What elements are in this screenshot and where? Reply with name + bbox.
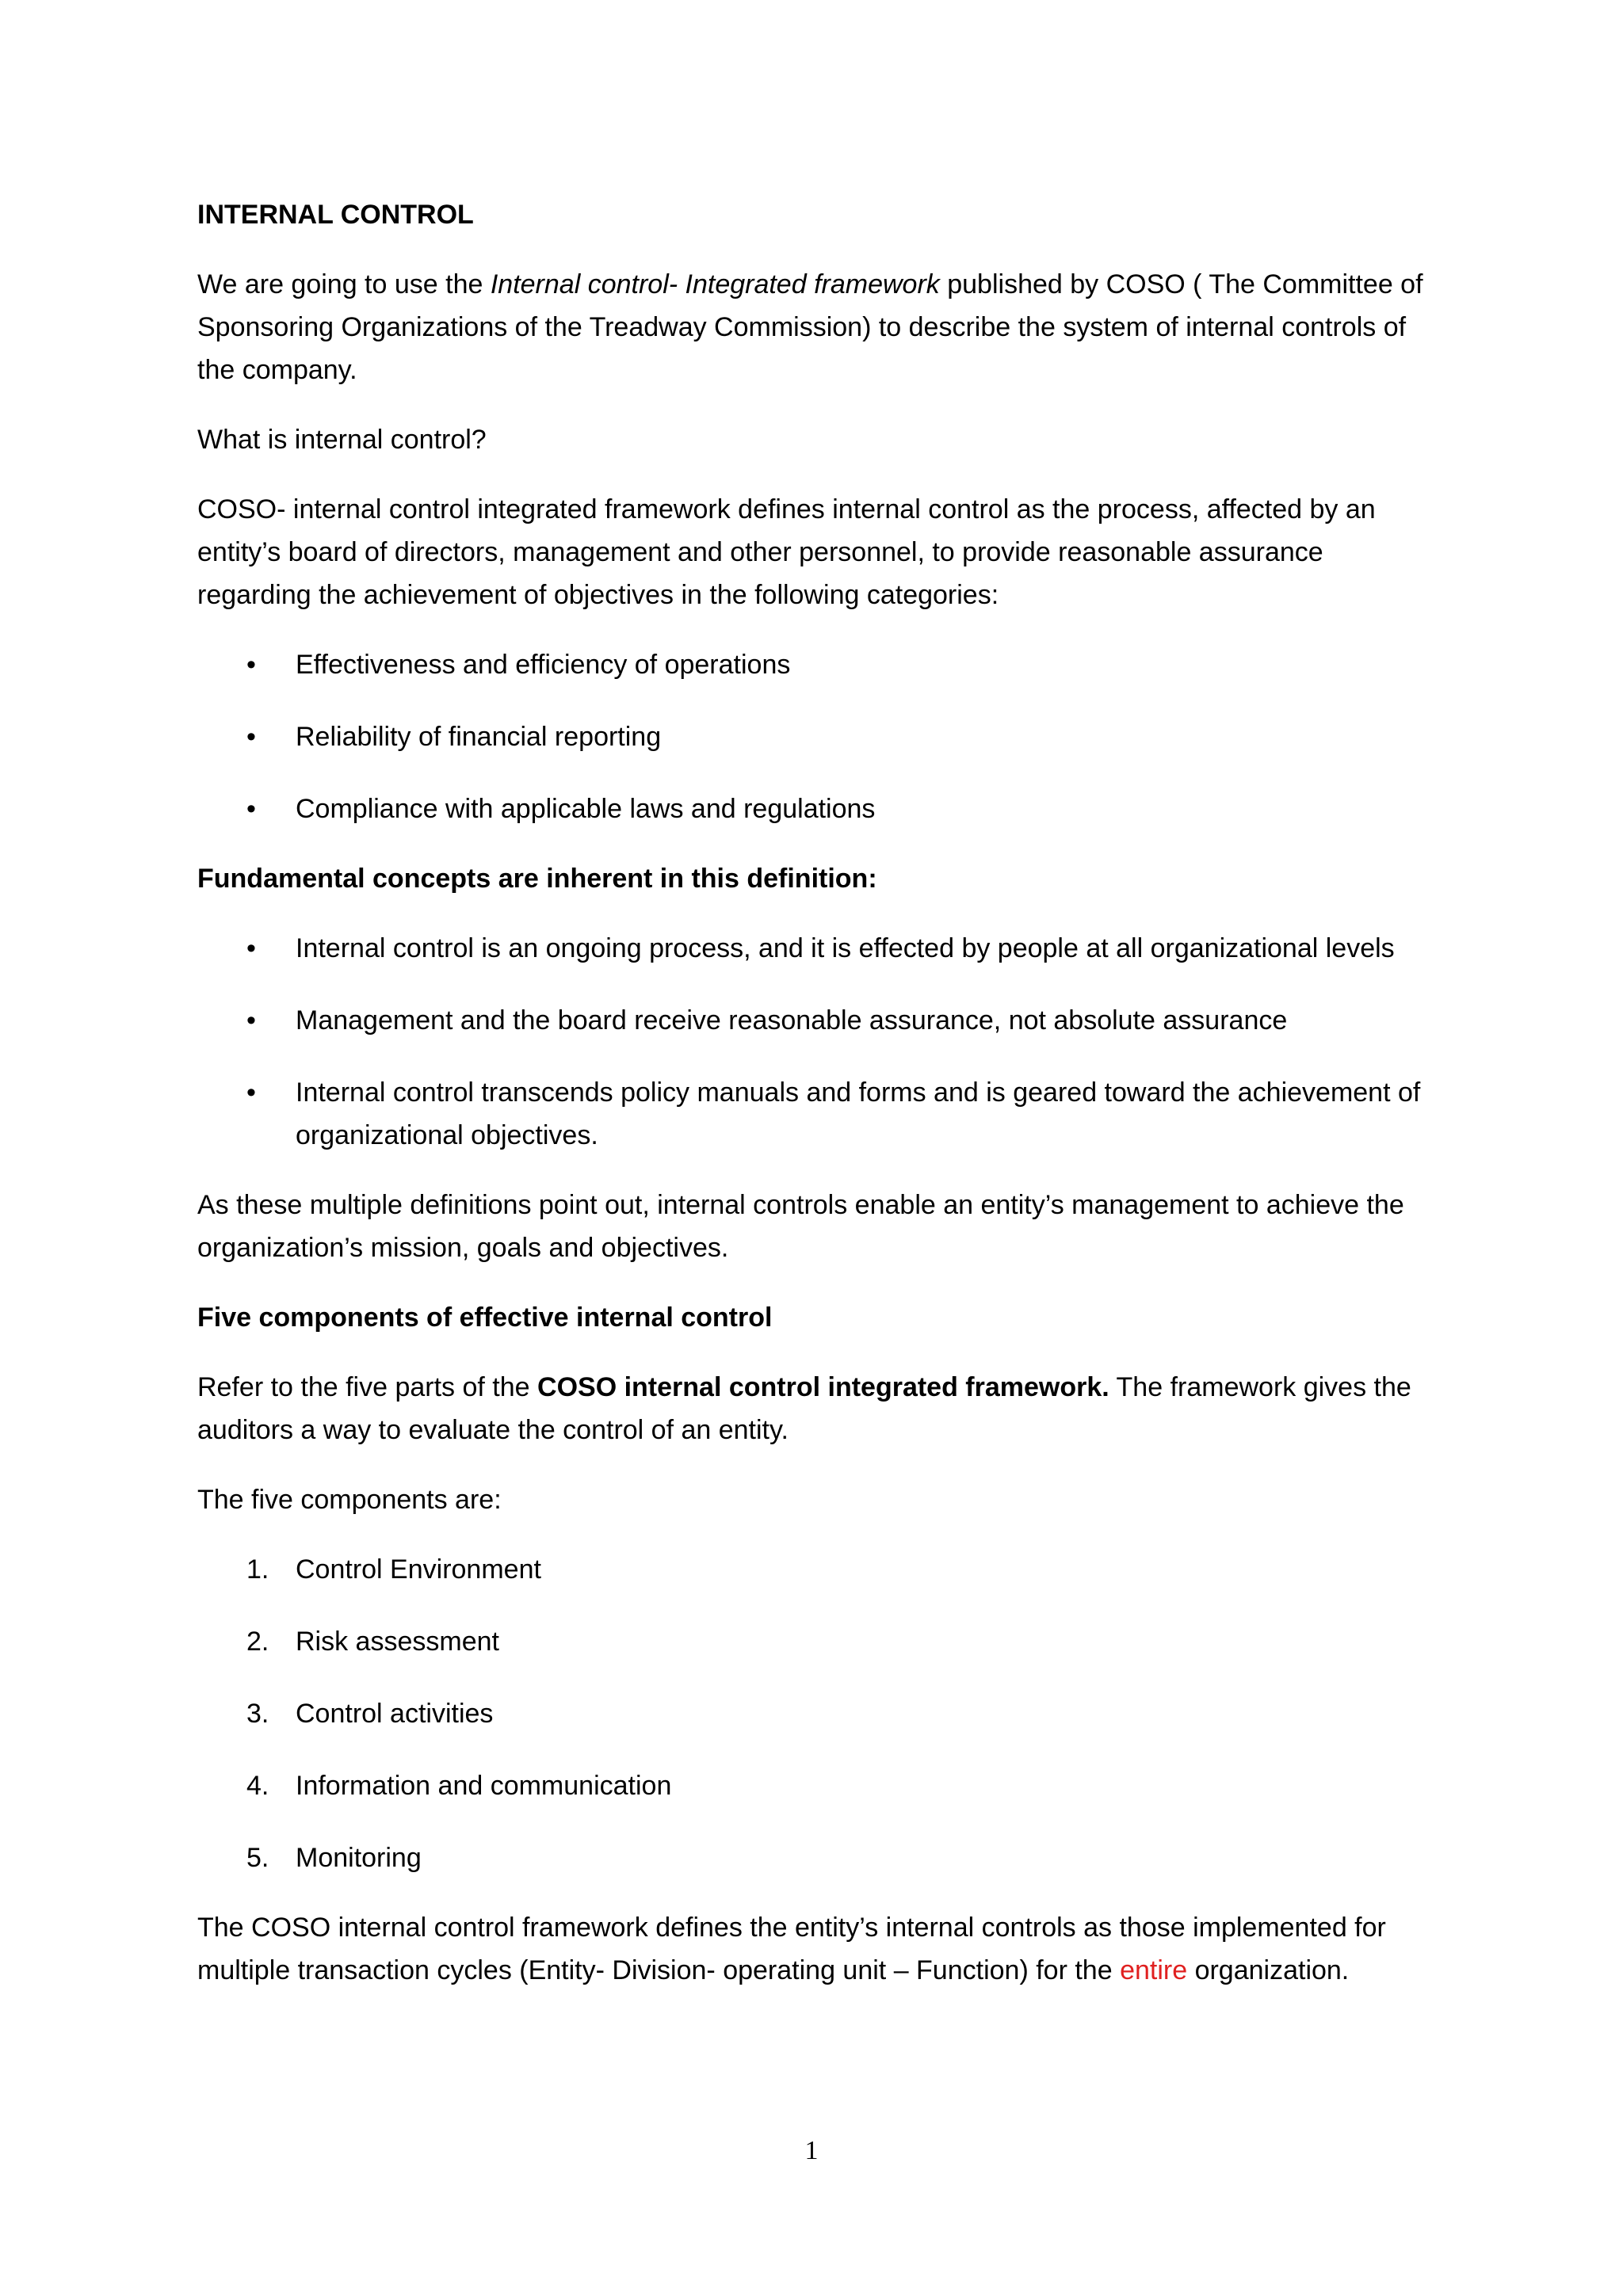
- refer-text-post: The framework gives the auditors a way to evaluate the control of an entity.: [197, 1372, 1411, 1445]
- list-item: [197, 715, 1434, 758]
- list-item: [197, 788, 1434, 830]
- list-item: [197, 1548, 1434, 1591]
- framework-name: Internal control- Integrated framework: [490, 269, 940, 299]
- list-number: 4.: [246, 1771, 269, 1801]
- categories-list: [197, 643, 1434, 830]
- bullet-icon: •: [246, 1005, 256, 1035]
- concepts-heading: Fundamental concepts are inherent in this definition:: [197, 864, 877, 894]
- definitions-note-paragraph: As these multiple definitions point out, internal controls enable an entity’s management to achieve the organization’s mission, goals and objectives.: [197, 1190, 1404, 1263]
- list-item-text: Compliance with applicable laws and regulations: [296, 794, 876, 824]
- list-number: 5.: [246, 1843, 269, 1873]
- closing-paragraph: [197, 1906, 1434, 1992]
- list-number: 1.: [246, 1554, 269, 1585]
- refer-text-pre: Refer to the five parts of the: [197, 1372, 538, 1402]
- list-item-text: Reliability of financial reporting: [296, 722, 662, 752]
- refer-paragraph: [197, 1366, 1434, 1451]
- list-item: [197, 1692, 1434, 1735]
- bullet-icon: •: [246, 722, 256, 752]
- intro-text-post: published by COSO ( The Committee of Sponsoring Organizations of the Treadway Commission) to describe the system of internal controls of the company.: [197, 269, 1423, 385]
- list-item: [197, 927, 1434, 970]
- list-number: 3.: [246, 1699, 269, 1729]
- concepts-list: [197, 927, 1434, 1157]
- bullet-icon: •: [246, 650, 256, 680]
- components-heading: Five components of effective internal control: [197, 1302, 773, 1333]
- list-item-text: Internal control is an ongoing process, and it is effected by people at all organizational levels: [296, 933, 1395, 963]
- intro-paragraph: [197, 263, 1434, 391]
- closing-text-post: organization.: [1187, 1955, 1350, 1985]
- list-number: 2.: [246, 1627, 269, 1657]
- bullet-icon: •: [246, 794, 256, 824]
- intro-text-pre: We are going to use the: [197, 269, 491, 299]
- closing-text-pre: The COSO internal control framework defines the entity’s internal controls as those implemented for multiple transaction cycles (Entity- Division- operating unit – Function) for the: [197, 1913, 1386, 1985]
- list-item: [197, 1764, 1434, 1807]
- list-item: [197, 1620, 1434, 1663]
- list-item: [197, 999, 1434, 1042]
- list-item-text: Monitoring: [296, 1843, 422, 1873]
- document-body: [197, 193, 1434, 2019]
- list-item: [197, 643, 1434, 686]
- components-list: [197, 1548, 1434, 1879]
- components-intro: The five components are:: [197, 1485, 502, 1515]
- list-item-text: Information and communication: [296, 1771, 672, 1801]
- page-number: 1: [804, 2136, 819, 2165]
- bullet-icon: •: [246, 933, 256, 963]
- bullet-icon: •: [246, 1077, 256, 1108]
- list-item-text: Risk assessment: [296, 1627, 499, 1657]
- list-item-text: Control Environment: [296, 1554, 541, 1585]
- question-paragraph: What is internal control?: [197, 425, 487, 455]
- list-item-text: Effectiveness and efficiency of operations: [296, 650, 791, 680]
- list-item-text: Control activities: [296, 1699, 494, 1729]
- list-item: [197, 1071, 1434, 1157]
- definition-paragraph: COSO- internal control integrated framework defines internal control as the process, affected by an entity’s board of directors, management and other personnel, to provide reasonable assurance regarding the achievement of objectives in the following categories:: [197, 494, 1376, 610]
- highlighted-word: entire: [1120, 1955, 1188, 1985]
- list-item: [197, 1836, 1434, 1879]
- framework-bold-name: COSO internal control integrated framework.: [537, 1372, 1109, 1402]
- list-item-text: Internal control transcends policy manuals and forms and is geared toward the achievement of organizational objectives.: [296, 1077, 1421, 1150]
- list-item-text: Management and the board receive reasonable assurance, not absolute assurance: [296, 1005, 1288, 1035]
- document-title: INTERNAL CONTROL: [197, 200, 474, 230]
